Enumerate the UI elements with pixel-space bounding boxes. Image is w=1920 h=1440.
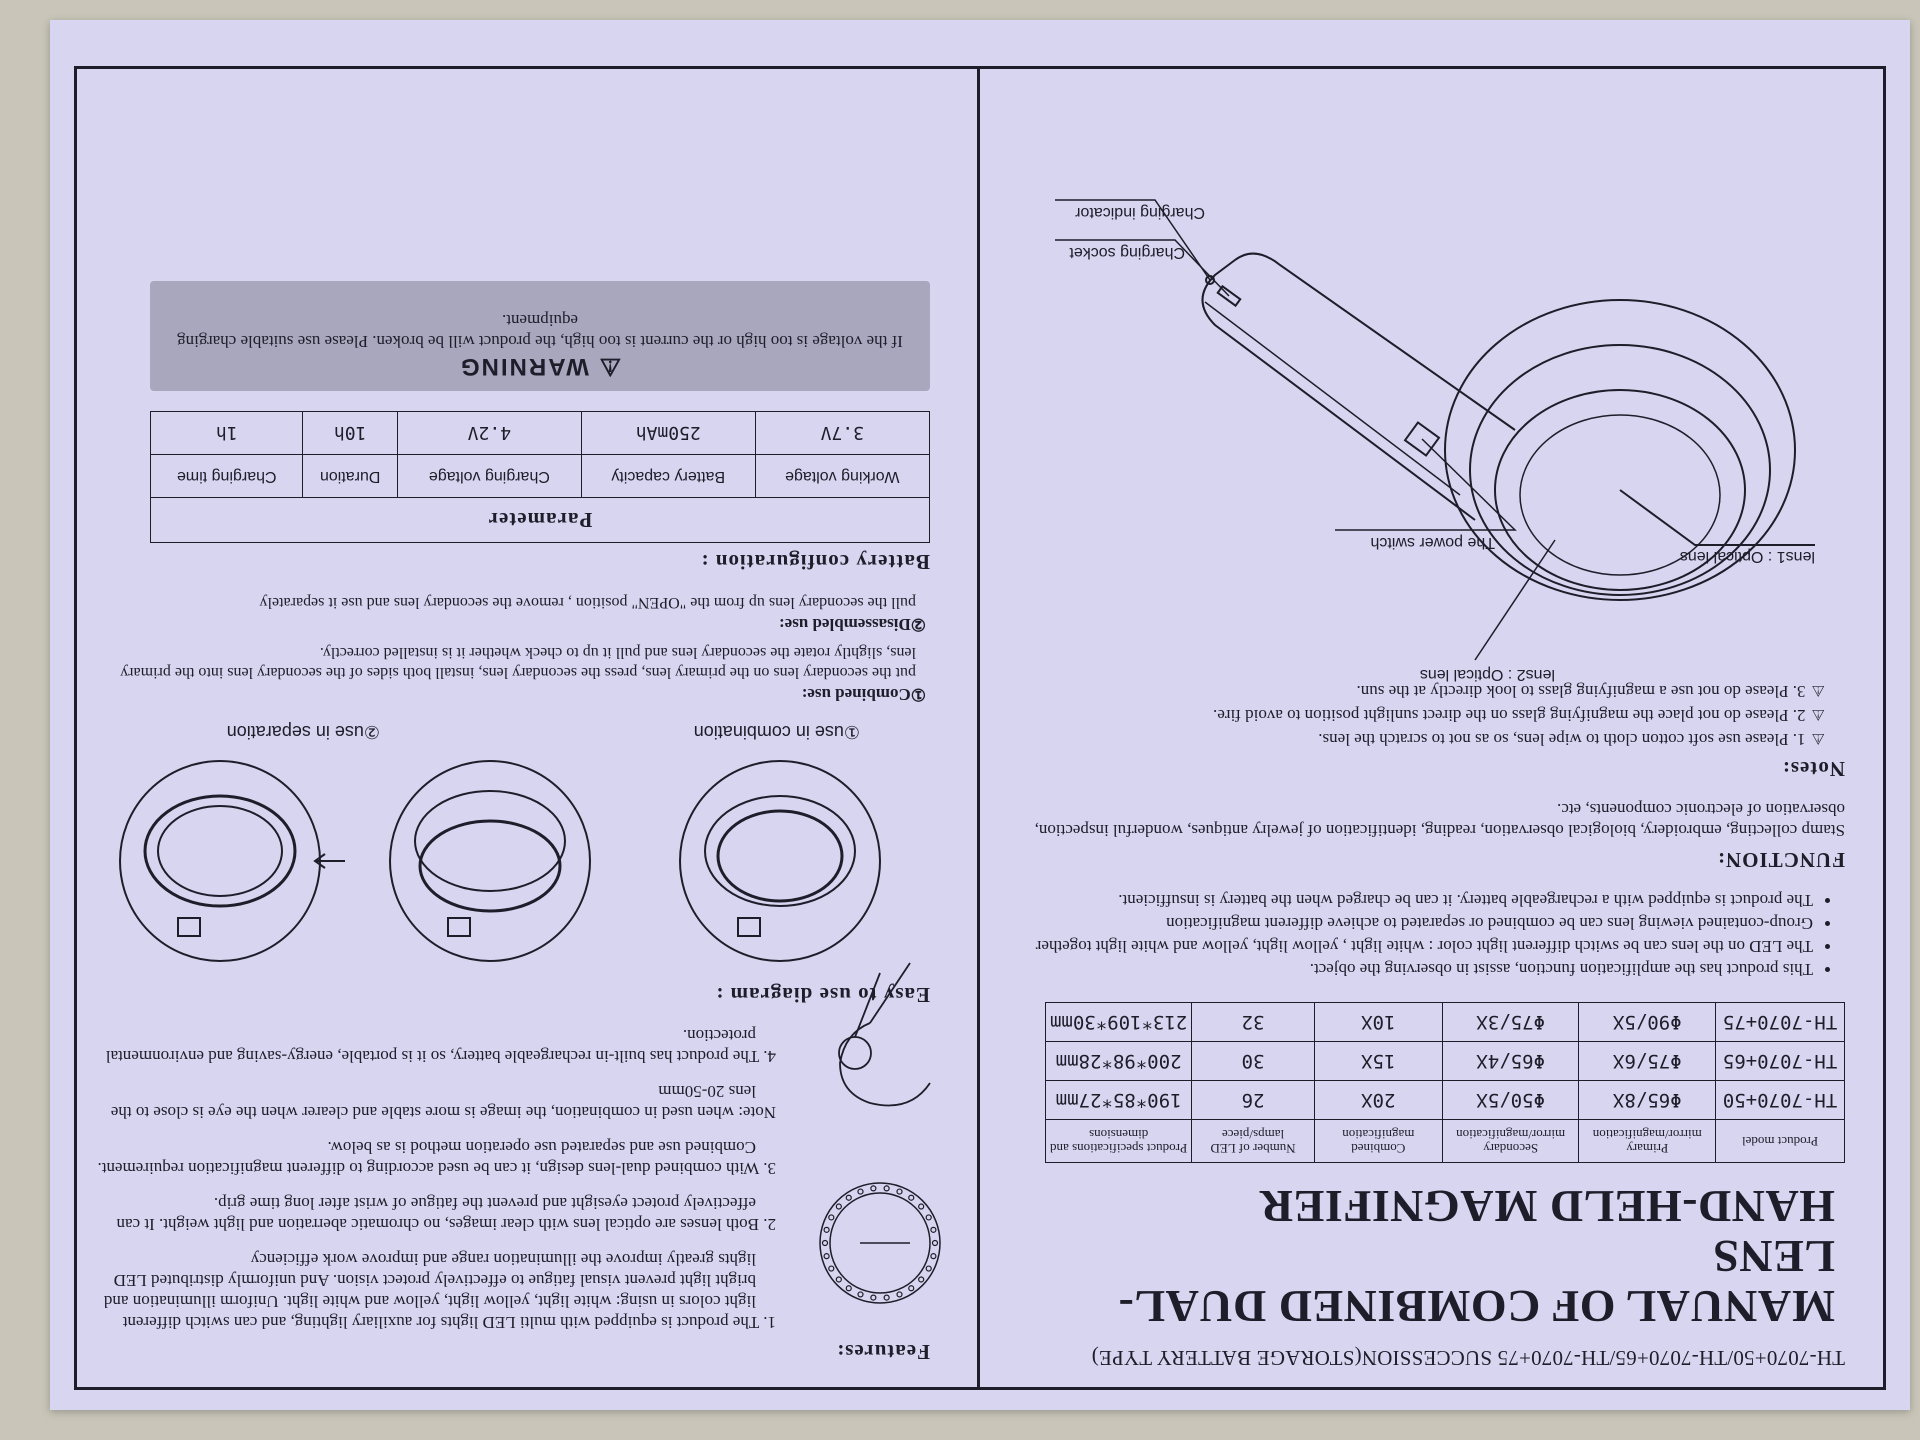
spec-cell: 213*109*30mm: [1046, 1003, 1192, 1042]
spec-cell: Φ50/5X: [1442, 1081, 1579, 1120]
spec-cell: 190*85*27mm: [1046, 1081, 1192, 1120]
series-line: TH-7070+50/TH-7070+65/TH-7070+75 SUCCESSION(STORAGE BATTERY TYPE): [1091, 1346, 1845, 1370]
spec-cell: TH-7070+50: [1716, 1081, 1845, 1120]
led-dot: [931, 1227, 936, 1232]
parameter-label: Charging voltage: [397, 455, 581, 498]
led-dot: [824, 1254, 829, 1259]
spec-cell: 30: [1192, 1042, 1315, 1081]
led-dot: [824, 1227, 829, 1232]
usage-diagrams: [90, 746, 940, 976]
spec-table: [1045, 1002, 1845, 1163]
caption-combination: ①use in combination: [693, 722, 860, 742]
lens2-label: lens2 : Optical lens: [1419, 666, 1555, 683]
feature-item: 2. Both lenses are optical lens with clear images, no chromatic aberration and light weight. It can effectively protect eyesight and prevent the fatigue of wrist after long time grip.: [116, 1194, 776, 1234]
caption-separation: ②use in separation: [226, 722, 380, 742]
list-item: • Group-contained viewing lens can be combined or separated to achieve different magnification: [1005, 913, 1813, 934]
warning-title-text: WARNING: [458, 353, 589, 380]
spec-cell: Φ65/8X: [1579, 1081, 1716, 1120]
center-fold-line: [977, 66, 980, 1390]
spec-cell: Φ65/4X: [1442, 1042, 1579, 1081]
combined-use-heading: ①Combined use:: [801, 685, 926, 704]
back-panel: [90, 80, 940, 1370]
feature-item: 4. The product has built-in rechargeable battery, so it is portable, energy-saving and environmental protection.: [105, 1026, 776, 1066]
led-dot: [871, 1186, 876, 1191]
product-bullets: [1005, 890, 1835, 980]
list-item: • The LED on the lens can be switch different light color : white light , yellow light, yellow and white light together: [1005, 936, 1813, 957]
spec-cell: TH-7070+75: [1716, 1003, 1845, 1042]
spec-header: Primary mirror/magnification: [1579, 1120, 1716, 1163]
spec-cell: Φ75/3X: [1442, 1003, 1579, 1042]
note-item: [1005, 728, 1825, 750]
note-text: 3. Please do not use a magnifying glass to look directly at the sun.: [1356, 682, 1806, 701]
combined-use-text: put the secondary lens on the primary lens, press the secondary lens, install both sides of the secondary lens into the primary lens, slightly rotate the secondary lens and pull it up to check whether it is installed correctly.: [120, 644, 916, 681]
spec-cell: TH-7070+65: [1716, 1042, 1845, 1081]
spec-header: Secondary mirror/magnification: [1442, 1120, 1579, 1163]
list-item: • The product is equipped with a rechargeable battery. it can be charged when the battery is insufficient.: [1005, 890, 1813, 911]
parameter-label: Charging time: [151, 455, 303, 498]
spec-cell: 20X: [1314, 1081, 1442, 1120]
spec-cell: Φ90/5X: [1579, 1003, 1716, 1042]
spec-cell: Φ75/6X: [1579, 1042, 1716, 1081]
led-dot: [933, 1241, 938, 1246]
features-list: [90, 1025, 790, 1333]
spec-header-row: [1046, 1120, 1845, 1163]
led-dot: [909, 1195, 914, 1200]
handle-edge: [1205, 302, 1460, 495]
power-switch-label: The power switch: [1370, 534, 1495, 551]
combined-diagram-circle: [680, 761, 880, 961]
features-heading: Features:: [836, 1340, 930, 1364]
led-dot: [926, 1266, 931, 1271]
warning-triangle-icon: ⚠: [1811, 706, 1825, 724]
parameter-value: 3.7V: [755, 412, 929, 455]
led-dot: [919, 1277, 924, 1282]
feature-item: Note: when used in combination, the image is more stable and clearer when the eye is close to the lens 20-50mm: [110, 1082, 776, 1122]
spec-cell: 26: [1192, 1081, 1315, 1120]
parameter-value: 1h: [151, 412, 303, 455]
separation-diagram-circle-2: [120, 761, 320, 961]
feature-item: 1. The product is equipped with multi LED lights for auxiliary lighting, and can switch different light colors in using: white light, yellow light, yellow and white light. Uniform illumination and bright light prevent visual fatigue to effectively protect vision. And uniformly distributed LED lights greatly improve the illumination range and improve work efficiency: [103, 1250, 776, 1332]
title-line-1: MANUAL OF COMBINED DUAL-LENS: [1118, 1231, 1835, 1332]
table-row: [1046, 1081, 1845, 1120]
spec-cell: 15X: [1314, 1042, 1442, 1081]
parameter-value: 4.2V: [397, 412, 581, 455]
lens1-label: lens1 : Optical lens: [1679, 548, 1815, 565]
table-row: [151, 412, 930, 455]
led-dot: [846, 1195, 851, 1200]
rotated-page: [50, 20, 1910, 1410]
magnifier-drawing: [1005, 80, 1855, 720]
led-dot: [919, 1204, 924, 1209]
usage-diagram-svg: [90, 746, 940, 976]
table-row: [1046, 1003, 1845, 1042]
handle-body: [1203, 254, 1516, 520]
warning-triangle-icon: ⚠: [1811, 682, 1825, 700]
parameter-label: Working voltage: [755, 455, 929, 498]
led-dot: [931, 1254, 936, 1259]
battery-heading: Battery configuration :: [700, 550, 930, 574]
led-ring-icon: [810, 1173, 950, 1313]
function-text: Stamp collecting, embroidery, biological observation, reading, identification of jewelry antiques, wonderful inspection, observation of electronic components, etc.: [1034, 800, 1845, 840]
function-heading: FUNCTION:: [1717, 848, 1845, 872]
manual-sheet: [50, 20, 1910, 1410]
parameter-table: [150, 411, 930, 543]
led-dot: [823, 1241, 828, 1246]
spec-cell: 200*98*28mm: [1046, 1042, 1192, 1081]
features-block: [90, 1025, 940, 1333]
spec-header: Product specifications and dimensions: [1046, 1120, 1192, 1163]
led-dot: [884, 1186, 889, 1191]
parameter-label: Battery capacity: [581, 455, 755, 498]
led-dot: [836, 1277, 841, 1282]
list-item: • This product has the amplification function, assist in observing the object.: [1005, 959, 1813, 980]
callout-power: [1335, 439, 1515, 530]
title-line-2: HAND-HELD MAGNIFIER: [1259, 1181, 1835, 1232]
spec-cell: 10X: [1314, 1003, 1442, 1042]
led-dot: [909, 1286, 914, 1291]
warning-triangle-icon: ⚠: [1811, 730, 1825, 748]
led-dot: [846, 1286, 851, 1291]
led-dot: [829, 1266, 834, 1271]
disassembled-use-text: pull the secondary lens up from the "OPEN" position , remove the secondary lens and use it separately: [259, 594, 916, 611]
spec-header: Combined magnification: [1314, 1120, 1442, 1163]
parameter-value: 250mAh: [581, 412, 755, 455]
hand-holding-icon: [810, 953, 950, 1123]
disassembled-use-heading: ②Disassembled use:: [779, 615, 926, 634]
led-dot: [884, 1295, 889, 1300]
notes-heading: Notes:: [1781, 757, 1845, 781]
parameter-value: 10h: [303, 412, 397, 455]
spec-cell: 32: [1192, 1003, 1315, 1042]
table-row: [151, 498, 930, 543]
charging-indicator-label: Charging indicator: [1075, 204, 1205, 221]
warning-triangle-icon: ⚠: [588, 353, 622, 380]
note-text: 2. Please do not place the magnifying glass on the direct sunlight position to avoid fire.: [1213, 706, 1806, 725]
warning-text: If the voltage is too high or the current is too high, the product will be broken. Please use suitable charging equipment.: [177, 311, 903, 351]
warning-title: [150, 352, 930, 381]
led-dot: [836, 1204, 841, 1209]
led-dot: [858, 1292, 863, 1297]
led-dot: [897, 1292, 902, 1297]
led-dot: [871, 1295, 876, 1300]
feature-item: 3. With combined dual-lens design, it can be used according to different magnification requirement. Combined use and separated use operation method is as below.: [97, 1138, 776, 1178]
parameter-label: Duration: [303, 455, 397, 498]
note-text: 1. Please use soft cotton cloth to wipe lens, so as not to scratch the lens.: [1318, 730, 1806, 749]
charging-socket-label: Charging socket: [1069, 244, 1185, 261]
led-dot: [829, 1215, 834, 1220]
led-dot: [858, 1189, 863, 1194]
front-panel: [1005, 80, 1855, 1370]
led-dot: [897, 1189, 902, 1194]
table-row: [151, 455, 930, 498]
table-row: [1046, 1042, 1845, 1081]
manual-title: [1005, 1181, 1835, 1331]
usage-captions: [90, 712, 940, 742]
warning-box: [150, 281, 930, 391]
led-dot: [926, 1215, 931, 1220]
parameter-heading: Parameter: [151, 498, 930, 543]
spec-header: Number of LED lamps/piece: [1192, 1120, 1315, 1163]
easy-use-heading: Easy to use diagram :: [715, 983, 930, 1007]
spec-header: Product model: [1716, 1120, 1845, 1163]
